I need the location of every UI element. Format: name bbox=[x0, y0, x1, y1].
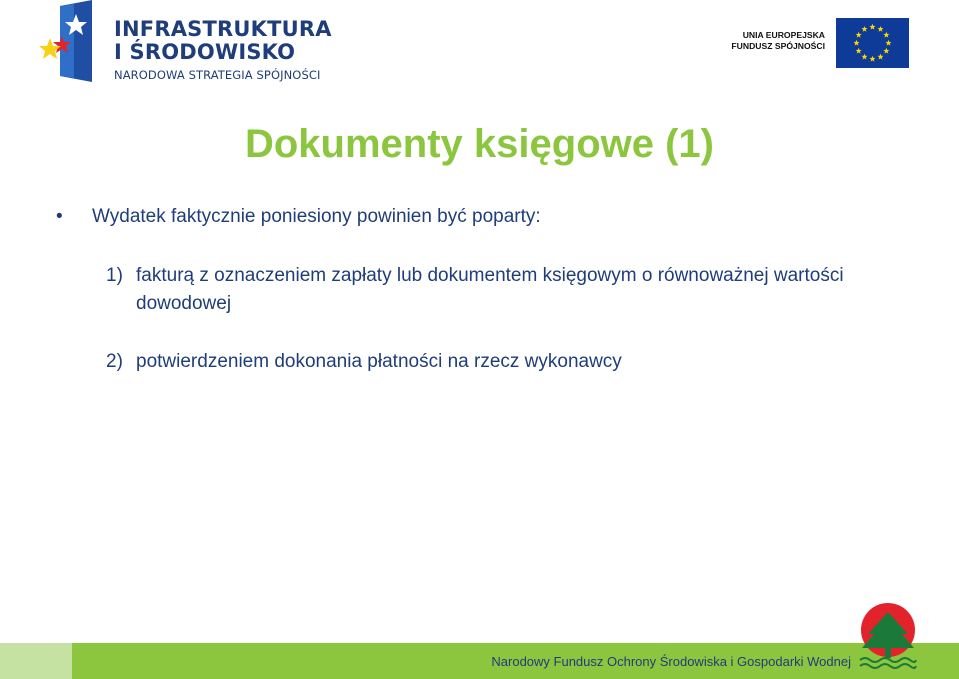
list-item-text: fakturą z oznaczeniem zapłaty lub dokumentem księgowym o równoważnej wartości dowodowej bbox=[136, 265, 844, 314]
footer-accent bbox=[0, 643, 72, 679]
eu-label bbox=[731, 30, 825, 52]
eu-label-line-1: UNIA EUROPEJSKA bbox=[742, 30, 825, 40]
logo-line-1: INFRASTRUKTURA bbox=[114, 17, 332, 41]
eu-label-line-2: FUNDUSZ SPÓJNOŚCI bbox=[731, 41, 825, 51]
list-item-number: 2) bbox=[106, 351, 123, 372]
logo-wordmark bbox=[114, 18, 332, 82]
bullet-text: Wydatek faktycznie poniesiony powinien być poparty: bbox=[92, 206, 541, 227]
footer-text: Narodowy Fundusz Ochrony Środowiska i Gospodarki Wodnej bbox=[491, 654, 851, 669]
eu-flag-icon bbox=[836, 18, 909, 68]
logo-line-2: I ŚRODOWISKO bbox=[114, 40, 296, 64]
infrastruktura-logo bbox=[40, 0, 332, 84]
slide-title: Dokumenty księgowe (1) bbox=[244, 122, 714, 166]
logo-line-3: NARODOWA STRATEGIA SPÓJNOŚCI bbox=[114, 68, 321, 82]
nfosigw-logo-icon bbox=[858, 602, 918, 672]
list-item-text: potwierdzeniem dokonania płatności na rzecz wykonawcy bbox=[136, 351, 622, 372]
list-item-number: 1) bbox=[106, 265, 123, 286]
bullet-marker: • bbox=[56, 206, 63, 227]
nss-emblem-icon bbox=[40, 0, 102, 84]
